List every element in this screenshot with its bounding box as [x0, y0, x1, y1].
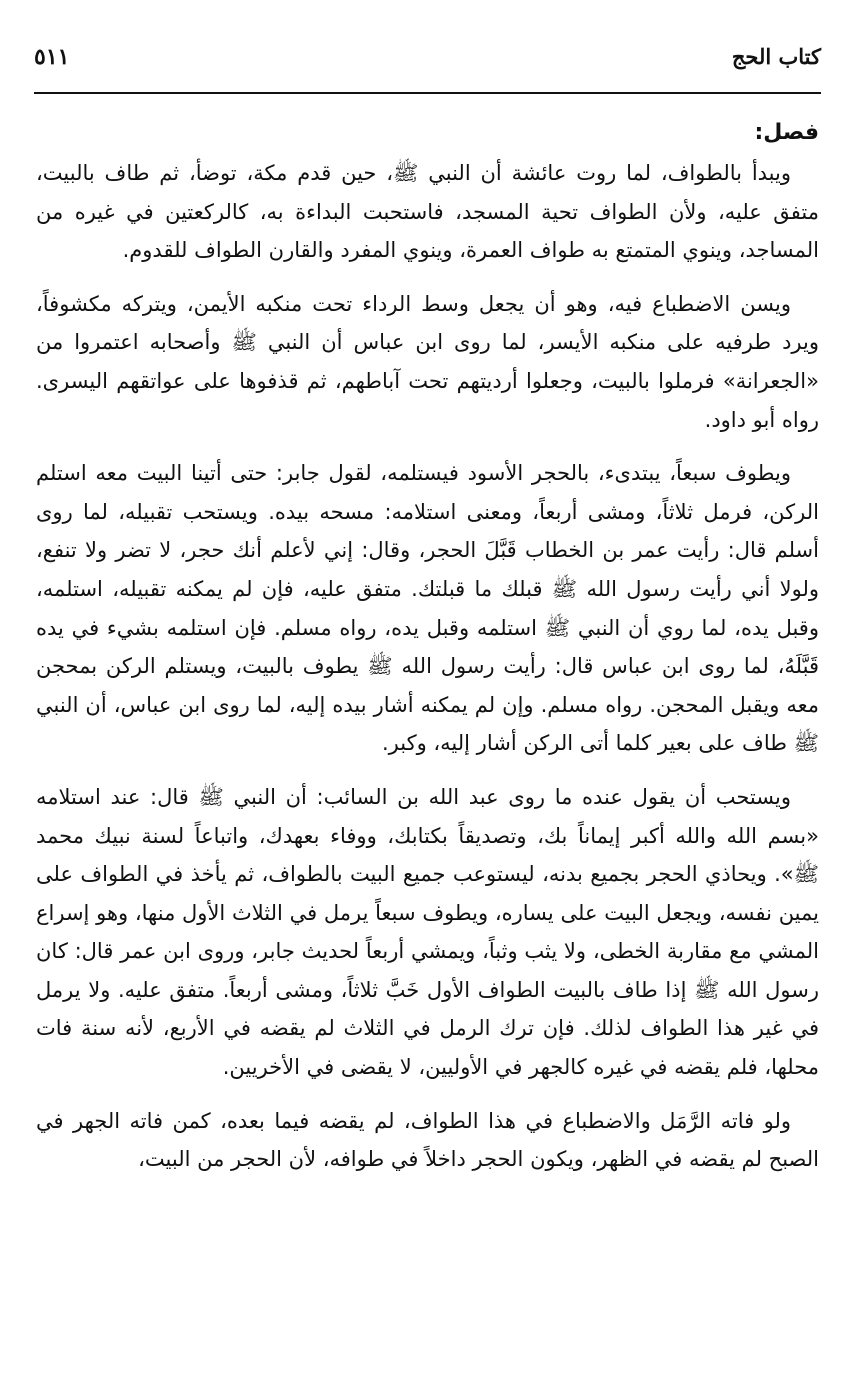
page-number: ٥١١: [34, 44, 70, 70]
running-head: [34, 44, 821, 84]
paragraph-seven-circuits: ويطوف سبعاً، يبتدىء، بالحجر الأسود فيستلمه، لقول جابر: حتى أتينا البيت معه استلم الركن، فرمل ثلاثاً، ومشى أربعاً، ومعنى استلامه: مسحه بيده. ويستحب تقبيله، لما روى أسلم قال: رأيت عمر بن الخطاب قَبَّلَ الحجر، وقال: إني لأعلم أنك حجر، لا تضر ولا تنفع، ولولا أني رأيت رسول الله ﷺ قبلك ما قبلتك. متفق عليه، فإن لم يمكنه تقبيله، استلمه، وقبل يده، لما روي أن النبي ﷺ استلمه وقبل يده، رواه مسلم. فإن استلمه بشيء في يده قَبَّلَهُ، لما روى ابن عباس قال: رأيت رسول الله ﷺ يطوف بالبيت، ويستلم الركن بمحجن معه ويقبل المحجن. رواه مسلم. وإن لم يمكنه أشار بيده إليه، لما روى ابن عباس، أن النبي ﷺ طاف على بعير كلما أتى الركن أشار إليه، وكبر.: [36, 461, 819, 756]
section-heading: فصل:: [754, 120, 819, 145]
book-title: كتاب الحج: [731, 44, 821, 69]
paragraph-missed-raml: ولو فاته الرَّمَل والاضطباع في هذا الطواف، لم يقضه فيما بعده، كمن فاته الجهر في الصبح لم يقضه في الظهر، ويكون الحجر داخلاً في طوافه، لأن الحجر من البيت،: [36, 1108, 819, 1172]
paragraph-idtiba: ويسن الاضطباع فيه، وهو أن يجعل وسط الرداء تحت منكبه الأيمن، ويتركه مكشوفاً، ويرد طرفيه على منكبه الأيسر، لما روى ابن عباس أن النبي ﷺ وأصحابه اعتمروا من «الجعرانة» فرملوا بالبيت، وجعلوا أرديتهم تحت آباطهم، ثم قذفوها على عواتقهم اليسرى. رواه أبو داود.: [36, 291, 819, 432]
header-rule: [34, 92, 821, 94]
page-body: [36, 116, 819, 1194]
paragraph-tawaf-start: ويبدأ بالطواف، لما روت عائشة أن النبي ﷺ، حين قدم مكة، توضأ، ثم طاف بالبيت، متفق عليه، ولأن الطواف تحية المسجد، فاستحبت البداءة به، كالركعتين في غيره من المساجد، وينوي المتمتع به طواف العمرة، وينوي المفرد والقارن الطواف للقدوم.: [36, 161, 819, 263]
paragraph-supplication-raml: ويستحب أن يقول عنده ما روى عبد الله بن السائب: أن النبي ﷺ قال: عند استلامه «بسم الله والله أكبر إيماناً بك، وتصديقاً بكتابك، ووفاء بعهدك، واتباعاً لسنة نبيك محمد ﷺ». ويحاذي الحجر بجميع بدنه، ليستوعب جميع البيت بالطواف، ثم يأخذ في الطواف على يمين نفسه، ويجعل البيت على يساره، ويطوف سبعاً يرمل في الثلاث الأول منها، وهو إسراع المشي مع مقاربة الخطى، ولا يثب وثباً، ويمشي أربعاً لحديث جابر، وروى ابن عمر قال: كان رسول الله ﷺ إذا طاف بالبيت الطواف الأول خَبَّ ثلاثاً، ومشى أربعاً. متفق عليه. ولا يرمل في غير هذا الطواف لذلك. فإن ترك الرمل في الثلاث لم يقضه في الأربع، لأنه سنة فات محلها، فلم يقضه في غيره كالجهر في الأوليين، لا يقضى في الأخريين.: [36, 784, 819, 1080]
